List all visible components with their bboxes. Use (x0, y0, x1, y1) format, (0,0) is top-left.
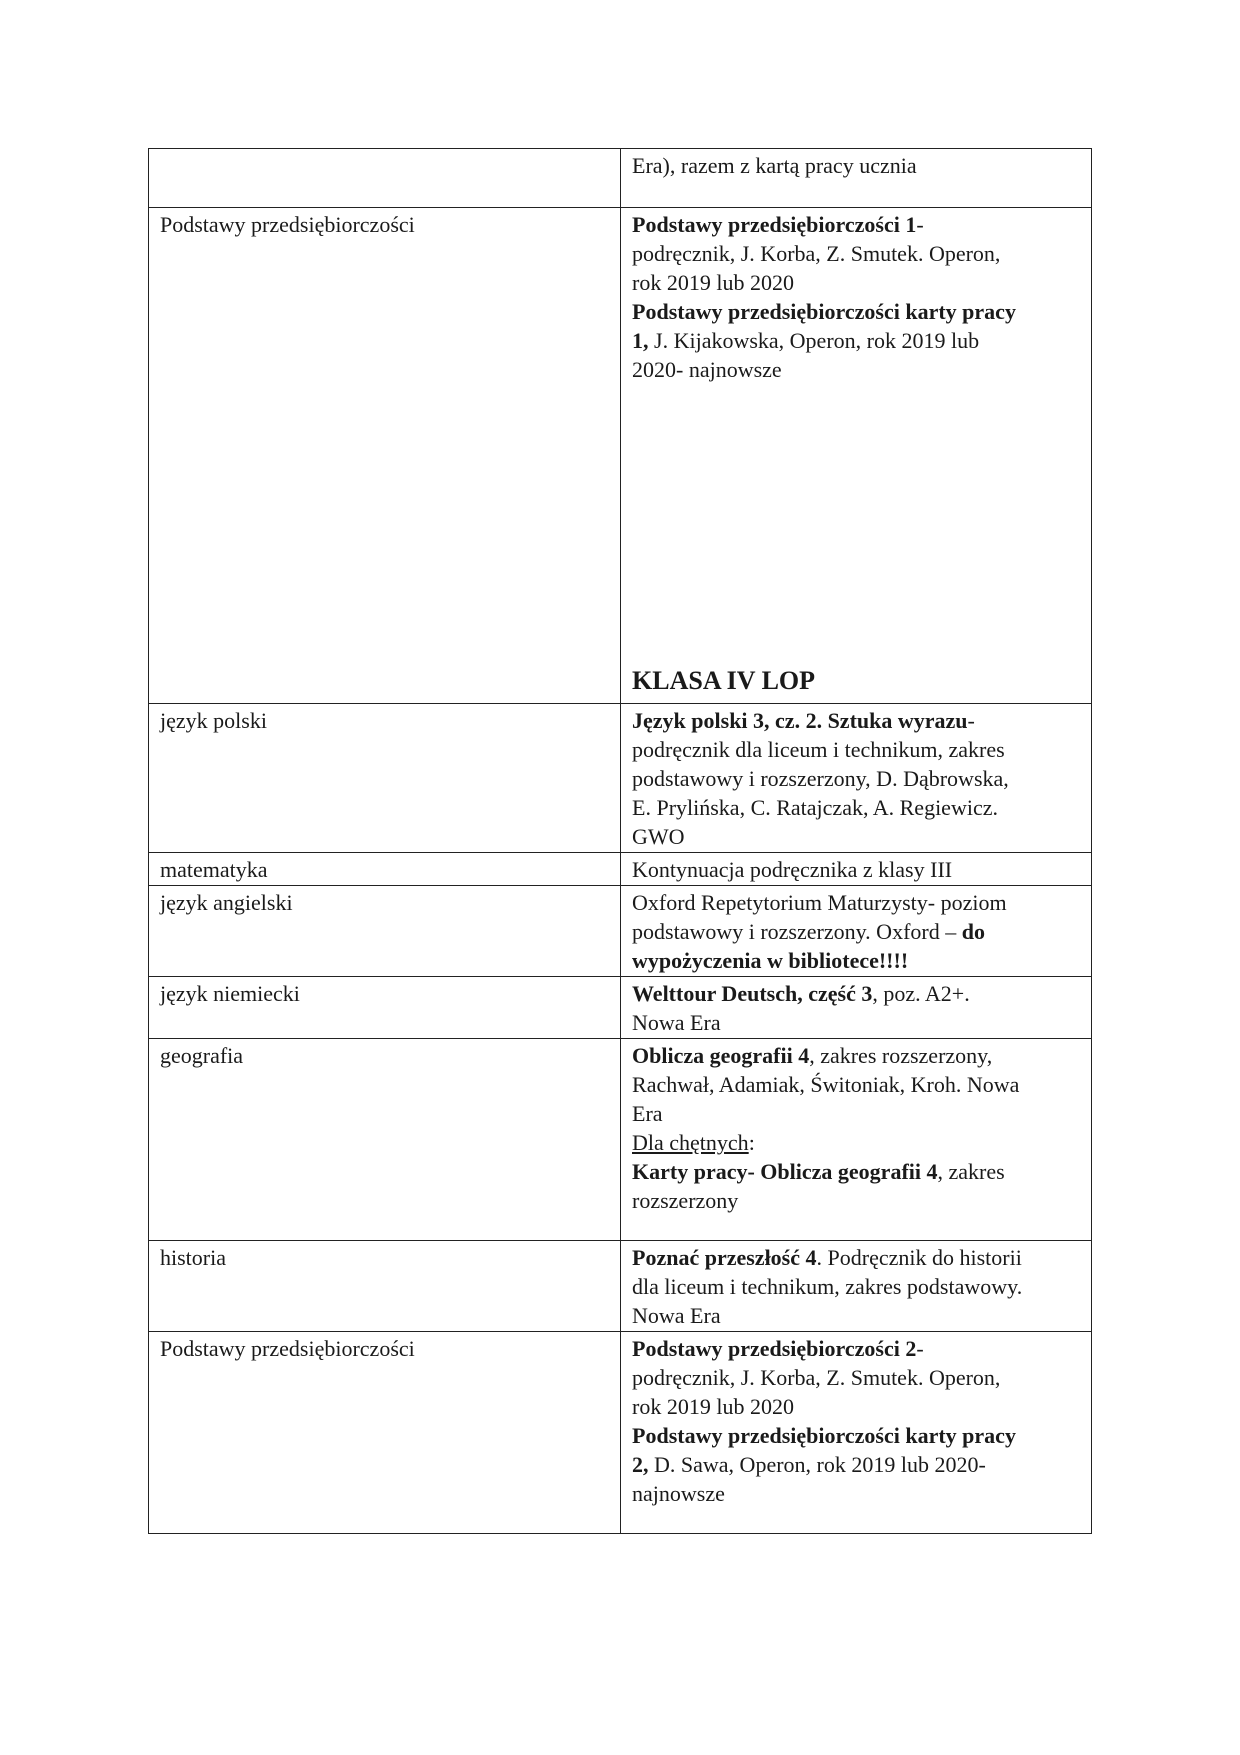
book-cell (621, 1241, 1092, 1332)
text: - (916, 1336, 924, 1361)
table-row (149, 977, 1092, 1039)
text: Oxford Repetytorium Maturzysty- poziom (632, 890, 1007, 915)
text-line (632, 1157, 1080, 1186)
text-line (632, 1128, 1080, 1157)
text: rozszerzony (632, 1188, 739, 1213)
text-line (632, 917, 1080, 946)
class-heading: KLASA IV LOP (632, 666, 816, 695)
text-line (632, 1392, 1080, 1421)
text: podstawowy i rozszerzony, D. Dąbrowska, (632, 766, 1009, 791)
text: Era (632, 1101, 663, 1126)
table-row (149, 704, 1092, 853)
text: - (967, 708, 975, 733)
text-line (632, 1008, 1080, 1037)
bold-text: Welttour Deutsch, część 3 (632, 981, 873, 1006)
text: : (748, 1130, 755, 1155)
table-row (149, 853, 1092, 886)
book-cell (621, 977, 1092, 1039)
text-line (632, 706, 1080, 735)
text-line (632, 1301, 1080, 1330)
table-row (149, 1039, 1092, 1241)
bold-text: Podstawy przedsiębiorczości karty pracy (632, 1423, 1016, 1448)
text-line (632, 822, 1080, 851)
text-line (632, 1041, 1080, 1070)
subject-cell: geografia (149, 1039, 621, 1241)
text-line (632, 1186, 1080, 1215)
bold-text: wypożyczenia w bibliotece!!!! (632, 948, 909, 973)
text: , zakres (937, 1159, 1005, 1184)
table-row (149, 208, 1092, 704)
text-line (632, 855, 1080, 884)
text: E. Prylińska, C. Ratajczak, A. Regiewicz. (632, 795, 998, 820)
text: , zakres rozszerzony, (809, 1043, 993, 1068)
text-line (632, 735, 1080, 764)
text-line (632, 297, 1080, 326)
text: podstawowy i rozszerzony. Oxford – (632, 919, 962, 944)
bold-text: 1, (632, 328, 649, 353)
table-row (149, 149, 1092, 208)
subject-cell: matematyka (149, 853, 621, 886)
subject-cell: język niemiecki (149, 977, 621, 1039)
bold-text: do (961, 919, 985, 944)
table-row (149, 1241, 1092, 1332)
text-line (632, 1450, 1080, 1479)
text-line (632, 1070, 1080, 1099)
text: najnowsze (632, 1481, 725, 1506)
text: podręcznik, J. Korba, Z. Smutek. Operon, (632, 1365, 1001, 1390)
table-row (149, 886, 1092, 977)
text: - (916, 212, 924, 237)
bold-text: Karty pracy- Oblicza geografii 4 (632, 1159, 938, 1184)
text: D. Sawa, Operon, rok 2019 lub 2020- (648, 1452, 986, 1477)
text: 2020- najnowsze (632, 357, 782, 382)
bold-text: Język polski 3, cz. 2. Sztuka wyrazu (632, 708, 968, 733)
text: dla liceum i technikum, zakres podstawowy. (632, 1274, 1023, 1299)
text-line (632, 239, 1080, 268)
book-cell (621, 1332, 1092, 1534)
table-row (149, 1332, 1092, 1534)
book-cell (621, 853, 1092, 886)
text-line (632, 1243, 1080, 1272)
book-cell (621, 704, 1092, 853)
text-line (632, 326, 1080, 355)
text: GWO (632, 824, 685, 849)
text: Kontynuacja podręcznika z klasy III (632, 857, 953, 882)
text-line (632, 793, 1080, 822)
text-line (632, 355, 1080, 384)
text: Era), razem z kartą pracy ucznia (632, 153, 917, 178)
text-line (632, 764, 1080, 793)
text-line (632, 151, 1080, 180)
text: Rachwał, Adamiak, Świtoniak, Kroh. Nowa (632, 1072, 1020, 1097)
text: rok 2019 lub 2020 (632, 1394, 794, 1419)
subject-cell: Podstawy przedsiębiorczości (149, 208, 621, 704)
subject-cell (149, 149, 621, 208)
text-line (632, 1479, 1080, 1508)
book-cell (621, 886, 1092, 977)
text: Nowa Era (632, 1303, 721, 1328)
text-line (632, 888, 1080, 917)
bold-text: Poznać przeszłość 4 (632, 1245, 817, 1270)
book-description (632, 210, 1080, 384)
bold-text: Podstawy przedsiębiorczości 1 (632, 212, 917, 237)
book-cell (621, 1039, 1092, 1241)
underlined-text: Dla chętnych (632, 1130, 749, 1155)
text-line (632, 979, 1080, 1008)
text-line (632, 1099, 1080, 1128)
text-line (632, 1363, 1080, 1392)
subject-cell: Podstawy przedsiębiorczości (149, 1332, 621, 1534)
text: podręcznik dla liceum i technikum, zakres (632, 737, 1005, 762)
bold-text: 2, (632, 1452, 649, 1477)
subject-cell: język polski (149, 704, 621, 853)
text-line (632, 1272, 1080, 1301)
text: . Podręcznik do historii (816, 1245, 1022, 1270)
book-cell (621, 208, 1092, 704)
text-line (632, 946, 1080, 975)
text: J. Kijakowska, Operon, rok 2019 lub (648, 328, 980, 353)
text-line (632, 210, 1080, 239)
text: podręcznik, J. Korba, Z. Smutek. Operon, (632, 241, 1001, 266)
bold-text: Oblicza geografii 4 (632, 1043, 810, 1068)
text: Nowa Era (632, 1010, 721, 1035)
subject-cell: historia (149, 1241, 621, 1332)
bold-text: Podstawy przedsiębiorczości karty pracy (632, 299, 1016, 324)
text: , poz. A2+. (872, 981, 970, 1006)
text: rok 2019 lub 2020 (632, 270, 794, 295)
text-line (632, 1421, 1080, 1450)
bold-text: Podstawy przedsiębiorczości 2 (632, 1336, 917, 1361)
text-line (632, 1334, 1080, 1363)
textbook-table (148, 148, 1092, 1534)
subject-cell: język angielski (149, 886, 621, 977)
book-cell (621, 149, 1092, 208)
text-line (632, 268, 1080, 297)
